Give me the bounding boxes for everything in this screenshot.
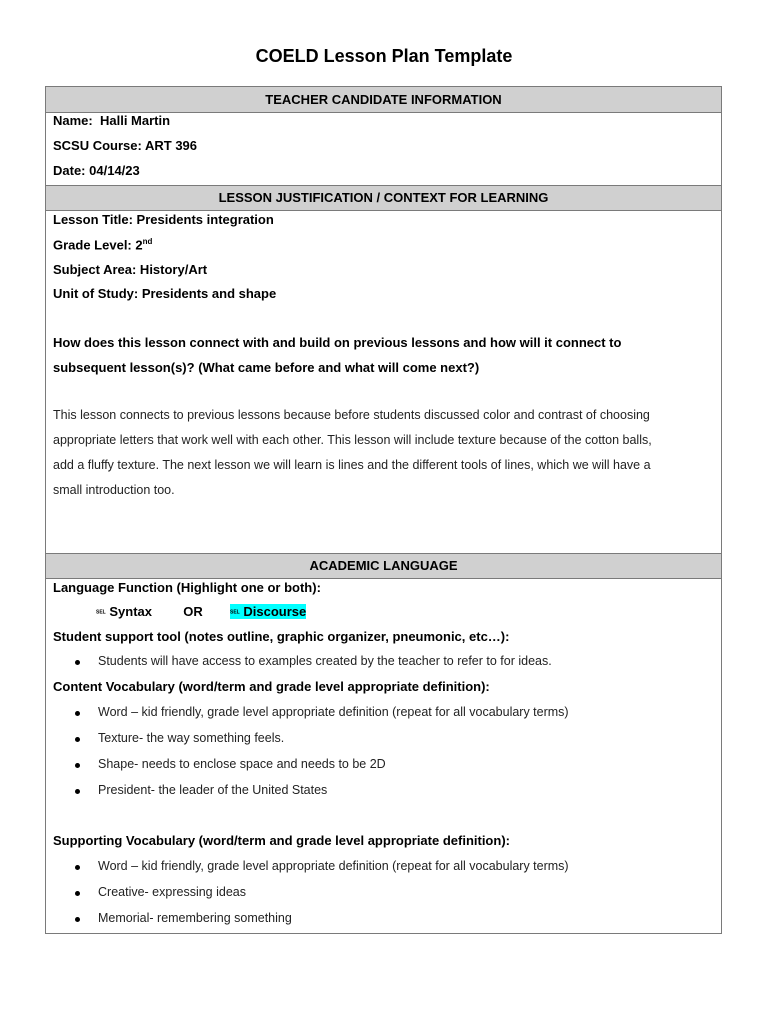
connection-question-line-1: How does this lesson connect with and build on previous lessons and how will it connect to (53, 335, 622, 350)
date-label: Date: (53, 163, 86, 178)
unit-of-study: Unit of Study: Presidents and shape (53, 286, 277, 301)
answer-line: small introduction too. (53, 483, 175, 497)
supporting-vocab-item: Memorial- remembering something (98, 911, 292, 925)
answer-line: add a fluffy texture. The next lesson we will learn is lines and the different tools of lines, which we will have a (53, 458, 651, 472)
date-row (53, 163, 140, 178)
teacher-info-header: TEACHER CANDIDATE INFORMATION (46, 87, 721, 113)
bullet-icon (75, 917, 80, 922)
language-function-label: Language Function (Highlight one or both): (53, 580, 321, 595)
lesson-title: Lesson Title: Presidents integration (53, 212, 274, 227)
course-row (53, 138, 197, 153)
course-label: SCSU Course: (53, 138, 142, 153)
bullet-icon (75, 865, 80, 870)
content-vocab-label: Content Vocabulary (word/term and grade level appropriate definition): (53, 679, 490, 694)
discourse-option[interactable] (230, 604, 306, 619)
bullet-icon (75, 891, 80, 896)
grade-level-sup: nd (142, 237, 153, 246)
name-row (53, 113, 170, 128)
bullet-icon (75, 711, 80, 716)
supporting-vocab-item: Creative- expressing ideas (98, 885, 246, 899)
syntax-option[interactable]: Syntax (109, 604, 152, 619)
bullet-icon (75, 789, 80, 794)
supporting-vocab-item: Word – kid friendly, grade level appropriate definition (repeat for all vocabulary terms) (98, 859, 569, 873)
name-value: Halli Martin (99, 113, 171, 128)
support-tool-label: Student support tool (notes outline, graphic organizer, pneumonic, etc…): (53, 629, 510, 644)
content-vocab-item: President- the leader of the United States (98, 783, 328, 797)
answer-line: appropriate letters that work well with each other. This lesson will include texture because of the cotton balls, (53, 433, 652, 447)
bullet-icon (75, 763, 80, 768)
discourse-label: Discourse (243, 604, 307, 619)
discourse-marker: SEL (230, 609, 240, 616)
or-label: OR (183, 604, 203, 619)
connection-question-line-2: subsequent lesson(s)? (What came before and what will come next?) (53, 360, 480, 375)
bullet-icon (75, 737, 80, 742)
academic-language-header: ACADEMIC LANGUAGE (46, 553, 721, 579)
supporting-vocab-label: Supporting Vocabulary (word/term and grade level appropriate definition): (53, 833, 510, 848)
justification-header: LESSON JUSTIFICATION / CONTEXT FOR LEARNING (46, 185, 721, 211)
content-vocab-item: Shape- needs to enclose space and needs to be 2D (98, 757, 386, 771)
content-vocab-item: Word – kid friendly, grade level appropriate definition (repeat for all vocabulary terms) (98, 705, 569, 719)
course-value: ART 396 (145, 138, 198, 153)
support-item: Students will have access to examples created by the teacher to refer to for ideas. (98, 654, 552, 668)
grade-level-label: Grade Level: 2 (53, 237, 143, 253)
name-label: Name: (53, 113, 93, 128)
syntax-marker: SEL (96, 609, 106, 616)
page-title: COELD Lesson Plan Template (255, 46, 513, 66)
answer-line: This lesson connects to previous lessons because before students discussed color and contrast of choosing (53, 408, 650, 422)
bullet-icon (75, 660, 80, 665)
content-vocab-item: Texture- the way something feels. (98, 731, 285, 745)
subject-area: Subject Area: History/Art (53, 262, 208, 277)
date-value: 04/14/23 (89, 163, 140, 178)
grade-level (53, 237, 152, 252)
language-function-options (96, 604, 306, 619)
lesson-plan-table (45, 86, 722, 934)
